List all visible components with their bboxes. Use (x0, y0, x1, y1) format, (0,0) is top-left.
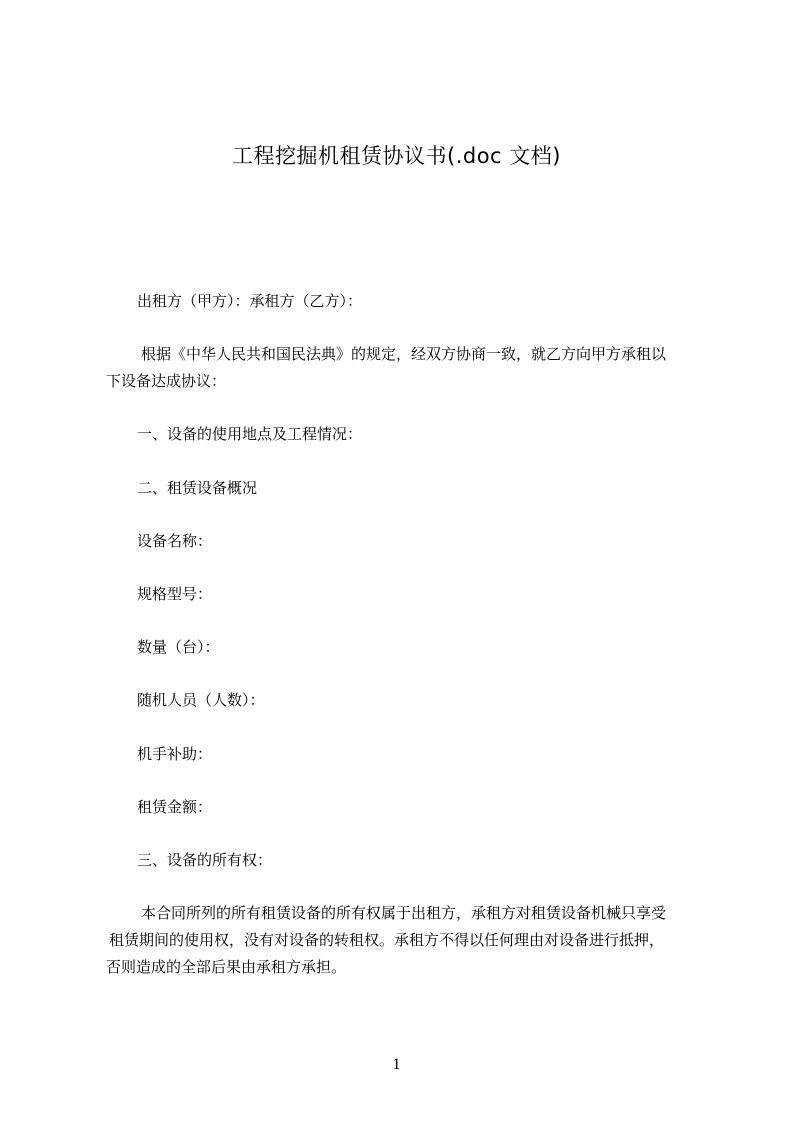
ownership-line-2: 租赁期间的使用权，没有对设备的转租权。承租方不得以任何理由对设备进行抵押， (109, 931, 665, 949)
parties-line: 出租方（甲方）：承租方（乙方）： (137, 292, 363, 310)
intro-line-2: 下设备达成协议： (106, 372, 227, 390)
section-1-heading: 一、设备的使用地点及工程情况： (137, 425, 363, 443)
ownership-line-3: 否则造成的全部后果由承租方承担。 (106, 958, 347, 976)
section-3-heading: 三、设备的所有权： (137, 851, 273, 869)
intro-line-1: 根据《中华人民共和国民法典》的规定，经双方协商一致，就乙方向甲方承租以 (141, 345, 667, 363)
field-model: 规格型号： (137, 585, 213, 603)
field-operator-subsidy: 机手补助： (137, 745, 213, 763)
field-equipment-name: 设备名称： (137, 532, 213, 550)
field-staff: 随机人员（人数）： (137, 691, 265, 709)
page-number: 1 (392, 1056, 401, 1073)
ownership-line-1: 本合同所列的所有租赁设备的所有权属于出租方，承租方对租赁设备机械只享受 (141, 904, 667, 922)
field-quantity: 数量（台）： (137, 638, 220, 656)
section-2-heading: 二、租赁设备概况 (137, 479, 258, 497)
document-title: 工程挖掘机租赁协议书(.doc 文档) (232, 144, 561, 168)
field-rent-amount: 租赁金额： (137, 798, 213, 816)
